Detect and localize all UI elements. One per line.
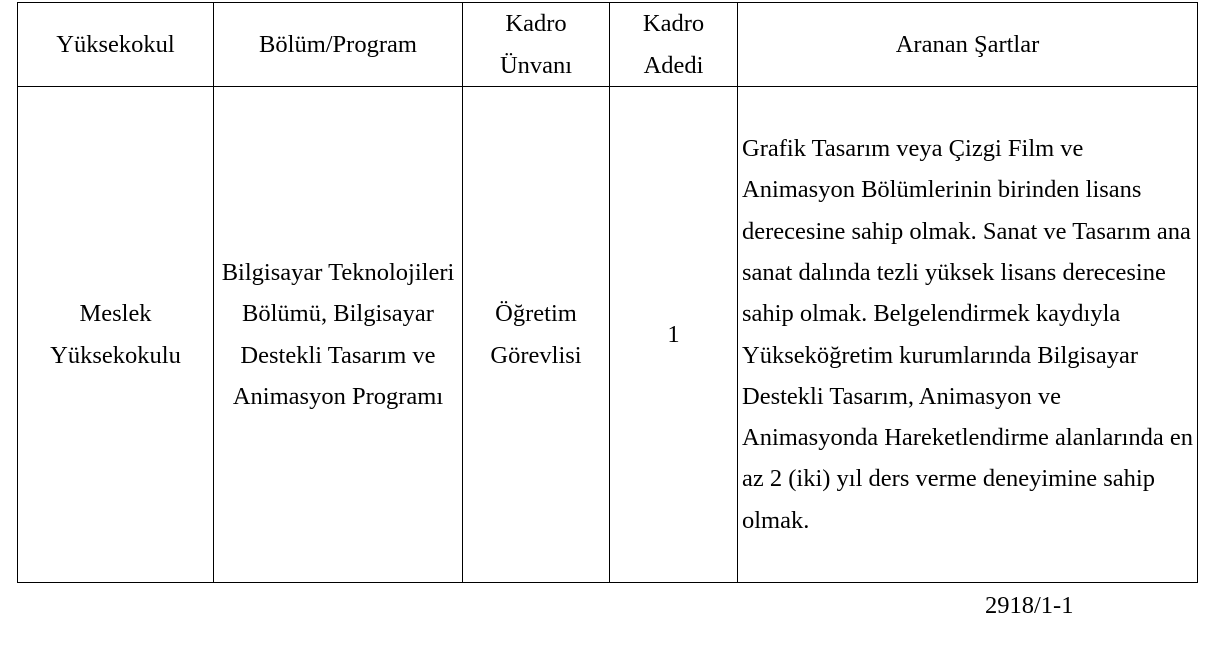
header-row	[18, 3, 1198, 87]
header-title-label: Kadro Ünvanı	[499, 10, 573, 79]
cell-title-text: Öğretim Görevlisi	[490, 300, 582, 369]
cell-requirements	[738, 87, 1198, 583]
header-requirements-label: Aranan Şartlar	[895, 30, 1040, 58]
cell-school	[18, 87, 214, 583]
cell-department-text: Bilgisayar Teknolojileri Bölümü, Bilgisayar Destekli Tasarım ve Animasyon Programı	[221, 258, 455, 410]
table-row	[18, 87, 1198, 583]
cell-school-text: Meslek Yüksekokulu	[50, 300, 181, 369]
header-count	[610, 3, 738, 87]
staff-position-table	[17, 2, 1198, 583]
header-count-label: Kadro Adedi	[642, 10, 705, 79]
cell-count	[610, 87, 738, 583]
header-title	[463, 3, 610, 87]
table-header	[18, 3, 1198, 87]
header-school-label: Yüksekokul	[56, 30, 175, 58]
document-reference-code: 2918/1-1	[985, 592, 1074, 619]
header-school	[18, 3, 214, 87]
table-body	[18, 87, 1198, 583]
header-department-label: Bölüm/Program	[259, 30, 417, 58]
cell-count-text: 1	[667, 320, 680, 348]
cell-title	[463, 87, 610, 583]
header-requirements	[738, 3, 1198, 87]
cell-department	[214, 87, 463, 583]
header-department	[214, 3, 463, 87]
cell-requirements-text: Grafik Tasarım veya Çizgi Film ve Animasyon Bölümlerinin birinden lisans derecesine sahip olmak. Sanat ve Tasarım ana sanat dalında tezli yüksek lisans derecesine sahip olmak. Belgelendirmek kaydıyla Yükseköğretim kurumlarında Bilgisayar Destekli Tasarım, Animasyon ve Animasyonda Hareketlendirme alanlarında en az 2 (iki) yıl ders verme deneyimine sahip olmak.	[742, 135, 1194, 534]
